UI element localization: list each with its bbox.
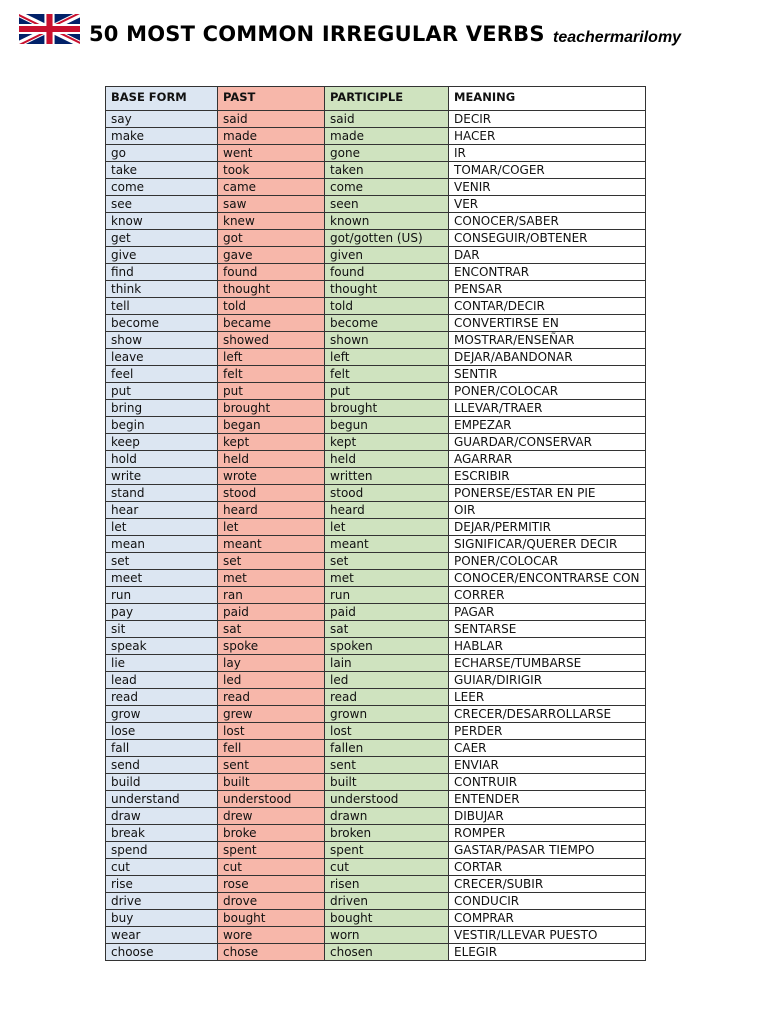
base-form-cell: choose <box>106 944 218 961</box>
base-form-cell: go <box>106 145 218 162</box>
participle-cell: fallen <box>325 740 449 757</box>
table-row <box>106 553 646 570</box>
meaning-cell: MOSTRAR/ENSEÑAR <box>449 332 646 349</box>
participle-cell: kept <box>325 434 449 451</box>
meaning-cell: LEER <box>449 689 646 706</box>
base-form-cell: keep <box>106 434 218 451</box>
base-form-cell: run <box>106 587 218 604</box>
past-cell: read <box>218 689 325 706</box>
meaning-cell: ECHARSE/TUMBARSE <box>449 655 646 672</box>
table-row <box>106 417 646 434</box>
participle-cell: told <box>325 298 449 315</box>
past-cell: got <box>218 230 325 247</box>
meaning-cell: ENTENDER <box>449 791 646 808</box>
base-form-cell: cut <box>106 859 218 876</box>
meaning-cell: PAGAR <box>449 604 646 621</box>
table-row <box>106 179 646 196</box>
past-cell: led <box>218 672 325 689</box>
base-form-cell: find <box>106 264 218 281</box>
base-form-cell: lie <box>106 655 218 672</box>
past-cell: brought <box>218 400 325 417</box>
base-form-cell: feel <box>106 366 218 383</box>
table-row <box>106 145 646 162</box>
base-form-cell: speak <box>106 638 218 655</box>
base-form-cell: spend <box>106 842 218 859</box>
meaning-cell: VESTIR/LLEVAR PUESTO <box>449 927 646 944</box>
table-row <box>106 774 646 791</box>
meaning-cell: PERDER <box>449 723 646 740</box>
past-cell: drove <box>218 893 325 910</box>
participle-cell: let <box>325 519 449 536</box>
base-form-cell: say <box>106 111 218 128</box>
participle-cell: meant <box>325 536 449 553</box>
participle-cell: sat <box>325 621 449 638</box>
base-form-cell: bring <box>106 400 218 417</box>
base-form-cell: grow <box>106 706 218 723</box>
meaning-cell: IR <box>449 145 646 162</box>
table-row <box>106 723 646 740</box>
column-header-meaning: MEANING <box>449 87 646 111</box>
past-cell: grew <box>218 706 325 723</box>
base-form-cell: make <box>106 128 218 145</box>
meaning-cell: DAR <box>449 247 646 264</box>
past-cell: took <box>218 162 325 179</box>
participle-cell: found <box>325 264 449 281</box>
meaning-cell: OIR <box>449 502 646 519</box>
meaning-cell: CONDUCIR <box>449 893 646 910</box>
participle-cell: set <box>325 553 449 570</box>
meaning-cell: ENCONTRAR <box>449 264 646 281</box>
participle-cell: said <box>325 111 449 128</box>
past-cell: found <box>218 264 325 281</box>
meaning-cell: CONTAR/DECIR <box>449 298 646 315</box>
table-row <box>106 434 646 451</box>
table-row <box>106 944 646 961</box>
table-row <box>106 315 646 332</box>
table-row <box>106 111 646 128</box>
participle-cell: cut <box>325 859 449 876</box>
past-cell: met <box>218 570 325 587</box>
participle-cell: shown <box>325 332 449 349</box>
participle-cell: paid <box>325 604 449 621</box>
participle-cell: driven <box>325 893 449 910</box>
past-cell: made <box>218 128 325 145</box>
base-form-cell: let <box>106 519 218 536</box>
base-form-cell: sit <box>106 621 218 638</box>
past-cell: built <box>218 774 325 791</box>
participle-cell: seen <box>325 196 449 213</box>
participle-cell: stood <box>325 485 449 502</box>
past-cell: began <box>218 417 325 434</box>
base-form-cell: break <box>106 825 218 842</box>
participle-cell: taken <box>325 162 449 179</box>
participle-cell: met <box>325 570 449 587</box>
base-form-cell: see <box>106 196 218 213</box>
meaning-cell: GUIAR/DIRIGIR <box>449 672 646 689</box>
base-form-cell: set <box>106 553 218 570</box>
past-cell: ran <box>218 587 325 604</box>
past-cell: wrote <box>218 468 325 485</box>
participle-cell: written <box>325 468 449 485</box>
past-cell: knew <box>218 213 325 230</box>
base-form-cell: tell <box>106 298 218 315</box>
meaning-cell: PONER/COLOCAR <box>449 383 646 400</box>
base-form-cell: write <box>106 468 218 485</box>
base-form-cell: come <box>106 179 218 196</box>
participle-cell: worn <box>325 927 449 944</box>
verbs-table <box>105 86 646 961</box>
base-form-cell: lead <box>106 672 218 689</box>
meaning-cell: GUARDAR/CONSERVAR <box>449 434 646 451</box>
meaning-cell: CRECER/SUBIR <box>449 876 646 893</box>
base-form-cell: read <box>106 689 218 706</box>
base-form-cell: hold <box>106 451 218 468</box>
table-row <box>106 213 646 230</box>
participle-cell: understood <box>325 791 449 808</box>
past-cell: gave <box>218 247 325 264</box>
meaning-cell: ENVIAR <box>449 757 646 774</box>
base-form-cell: become <box>106 315 218 332</box>
meaning-cell: HACER <box>449 128 646 145</box>
participle-cell: broken <box>325 825 449 842</box>
uk-flag-icon <box>19 14 80 44</box>
past-cell: kept <box>218 434 325 451</box>
meaning-cell: CORRER <box>449 587 646 604</box>
participle-cell: risen <box>325 876 449 893</box>
base-form-cell: put <box>106 383 218 400</box>
past-cell: came <box>218 179 325 196</box>
base-form-cell: buy <box>106 910 218 927</box>
past-cell: became <box>218 315 325 332</box>
table-row <box>106 264 646 281</box>
participle-cell: thought <box>325 281 449 298</box>
meaning-cell: CAER <box>449 740 646 757</box>
past-cell: put <box>218 383 325 400</box>
base-form-cell: pay <box>106 604 218 621</box>
past-cell: wore <box>218 927 325 944</box>
meaning-cell: DECIR <box>449 111 646 128</box>
meaning-cell: PONER/COLOCAR <box>449 553 646 570</box>
past-cell: broke <box>218 825 325 842</box>
meaning-cell: ROMPER <box>449 825 646 842</box>
past-cell: paid <box>218 604 325 621</box>
brand-name: teachermarilomy <box>553 29 682 46</box>
base-form-cell: show <box>106 332 218 349</box>
base-form-cell: take <box>106 162 218 179</box>
past-cell: held <box>218 451 325 468</box>
past-cell: saw <box>218 196 325 213</box>
base-form-cell: draw <box>106 808 218 825</box>
table-row <box>106 808 646 825</box>
table-row <box>106 502 646 519</box>
participle-cell: lost <box>325 723 449 740</box>
participle-cell: left <box>325 349 449 366</box>
base-form-cell: get <box>106 230 218 247</box>
meaning-cell: PENSAR <box>449 281 646 298</box>
past-cell: felt <box>218 366 325 383</box>
past-cell: fell <box>218 740 325 757</box>
participle-cell: known <box>325 213 449 230</box>
table-row <box>106 247 646 264</box>
past-cell: set <box>218 553 325 570</box>
column-header-participle: PARTICIPLE <box>325 87 449 111</box>
past-cell: lost <box>218 723 325 740</box>
table-body <box>106 111 646 961</box>
participle-cell: chosen <box>325 944 449 961</box>
table-row <box>106 672 646 689</box>
past-cell: sat <box>218 621 325 638</box>
participle-cell: come <box>325 179 449 196</box>
column-header-base-form: BASE FORM <box>106 87 218 111</box>
past-cell: showed <box>218 332 325 349</box>
meaning-cell: GASTAR/PASAR TIEMPO <box>449 842 646 859</box>
table-row <box>106 162 646 179</box>
past-cell: meant <box>218 536 325 553</box>
past-cell: told <box>218 298 325 315</box>
table-row <box>106 587 646 604</box>
table-row <box>106 196 646 213</box>
base-form-cell: think <box>106 281 218 298</box>
participle-cell: led <box>325 672 449 689</box>
past-cell: cut <box>218 859 325 876</box>
base-form-cell: meet <box>106 570 218 587</box>
base-form-cell: mean <box>106 536 218 553</box>
past-cell: lay <box>218 655 325 672</box>
meaning-cell: EMPEZAR <box>449 417 646 434</box>
base-form-cell: hear <box>106 502 218 519</box>
participle-cell: lain <box>325 655 449 672</box>
table-row <box>106 128 646 145</box>
meaning-cell: CONVERTIRSE EN <box>449 315 646 332</box>
base-form-cell: fall <box>106 740 218 757</box>
table-row <box>106 706 646 723</box>
base-form-cell: send <box>106 757 218 774</box>
table-row <box>106 536 646 553</box>
meaning-cell: SENTARSE <box>449 621 646 638</box>
participle-cell: held <box>325 451 449 468</box>
table-row <box>106 349 646 366</box>
table-row <box>106 400 646 417</box>
participle-cell: spoken <box>325 638 449 655</box>
past-cell: left <box>218 349 325 366</box>
meaning-cell: TOMAR/COGER <box>449 162 646 179</box>
table-row <box>106 298 646 315</box>
table-row <box>106 451 646 468</box>
column-header-past: PAST <box>218 87 325 111</box>
table-row <box>106 757 646 774</box>
page-title: 50 MOST COMMON IRREGULAR VERBS <box>89 22 545 46</box>
participle-cell: read <box>325 689 449 706</box>
past-cell: said <box>218 111 325 128</box>
participle-cell: run <box>325 587 449 604</box>
table-row <box>106 281 646 298</box>
participle-cell: sent <box>325 757 449 774</box>
past-cell: bought <box>218 910 325 927</box>
table-row <box>106 332 646 349</box>
meaning-cell: DIBUJAR <box>449 808 646 825</box>
participle-cell: bought <box>325 910 449 927</box>
past-cell: heard <box>218 502 325 519</box>
meaning-cell: CONTRUIR <box>449 774 646 791</box>
base-form-cell: wear <box>106 927 218 944</box>
past-cell: went <box>218 145 325 162</box>
base-form-cell: understand <box>106 791 218 808</box>
past-cell: stood <box>218 485 325 502</box>
meaning-cell: VER <box>449 196 646 213</box>
base-form-cell: drive <box>106 893 218 910</box>
participle-cell: built <box>325 774 449 791</box>
table-header-row <box>106 87 646 111</box>
meaning-cell: SENTIR <box>449 366 646 383</box>
past-cell: sent <box>218 757 325 774</box>
table-row <box>106 230 646 247</box>
base-form-cell: lose <box>106 723 218 740</box>
participle-cell: grown <box>325 706 449 723</box>
meaning-cell: VENIR <box>449 179 646 196</box>
table-row <box>106 604 646 621</box>
base-form-cell: rise <box>106 876 218 893</box>
base-form-cell: begin <box>106 417 218 434</box>
table-row <box>106 655 646 672</box>
participle-cell: put <box>325 383 449 400</box>
base-form-cell: build <box>106 774 218 791</box>
past-cell: drew <box>218 808 325 825</box>
table-row <box>106 876 646 893</box>
participle-cell: got/gotten (US) <box>325 230 449 247</box>
table-row <box>106 842 646 859</box>
table-row <box>106 893 646 910</box>
meaning-cell: CORTAR <box>449 859 646 876</box>
base-form-cell: know <box>106 213 218 230</box>
meaning-cell: CRECER/DESARROLLARSE <box>449 706 646 723</box>
table-row <box>106 366 646 383</box>
meaning-cell: HABLAR <box>449 638 646 655</box>
table-row <box>106 383 646 400</box>
table-row <box>106 468 646 485</box>
base-form-cell: stand <box>106 485 218 502</box>
participle-cell: given <box>325 247 449 264</box>
meaning-cell: SIGNIFICAR/QUERER DECIR <box>449 536 646 553</box>
participle-cell: begun <box>325 417 449 434</box>
table-row <box>106 570 646 587</box>
page-header <box>0 0 768 70</box>
meaning-cell: AGARRAR <box>449 451 646 468</box>
past-cell: spent <box>218 842 325 859</box>
meaning-cell: LLEVAR/TRAER <box>449 400 646 417</box>
participle-cell: spent <box>325 842 449 859</box>
table-row <box>106 519 646 536</box>
base-form-cell: leave <box>106 349 218 366</box>
participle-cell: brought <box>325 400 449 417</box>
participle-cell: felt <box>325 366 449 383</box>
participle-cell: heard <box>325 502 449 519</box>
meaning-cell: COMPRAR <box>449 910 646 927</box>
table-row <box>106 689 646 706</box>
past-cell: let <box>218 519 325 536</box>
table-row <box>106 927 646 944</box>
past-cell: thought <box>218 281 325 298</box>
table-row <box>106 485 646 502</box>
meaning-cell: CONSEGUIR/OBTENER <box>449 230 646 247</box>
participle-cell: made <box>325 128 449 145</box>
past-cell: spoke <box>218 638 325 655</box>
past-cell: chose <box>218 944 325 961</box>
base-form-cell: give <box>106 247 218 264</box>
meaning-cell: CONOCER/SABER <box>449 213 646 230</box>
meaning-cell: DEJAR/PERMITIR <box>449 519 646 536</box>
table-row <box>106 825 646 842</box>
past-cell: rose <box>218 876 325 893</box>
table-row <box>106 859 646 876</box>
meaning-cell: PONERSE/ESTAR EN PIE <box>449 485 646 502</box>
table-row <box>106 638 646 655</box>
participle-cell: become <box>325 315 449 332</box>
participle-cell: gone <box>325 145 449 162</box>
table-row <box>106 910 646 927</box>
meaning-cell: DEJAR/ABANDONAR <box>449 349 646 366</box>
past-cell: understood <box>218 791 325 808</box>
participle-cell: drawn <box>325 808 449 825</box>
meaning-cell: CONOCER/ENCONTRARSE CON <box>449 570 646 587</box>
table-row <box>106 791 646 808</box>
meaning-cell: ESCRIBIR <box>449 468 646 485</box>
table-row <box>106 621 646 638</box>
table-row <box>106 740 646 757</box>
meaning-cell: ELEGIR <box>449 944 646 961</box>
